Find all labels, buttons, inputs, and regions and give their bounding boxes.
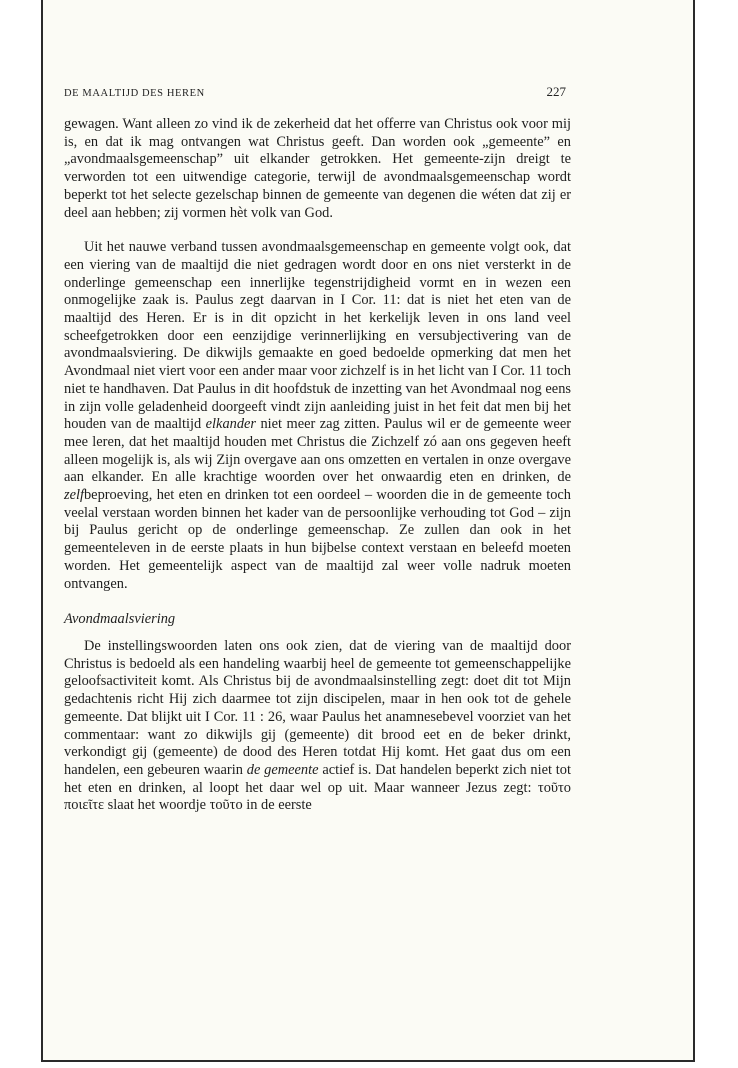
text-run: gewagen. Want alleen zo vind ik de zekerheid dat het offerre van Christus ook voor mij is, en dat ik mag ontvangen wat Christus geeft. Dan worden ook „gemeente” en „avondmaalsgemeenschap” uit elkander getrokken. Het gemeente-zijn dreigt te verworden tot een uitwendige categorie, terwijl de avondmaalsgemeenschap wordt beperkt tot het selecte gezelschap binnen de gemeente van degenen die wéten dat zij er deel aan hebben; zij vormen hèt volk van God. — [64, 116, 571, 221]
text-run: niet meer zag zitten. Paulus wil er de gemeente weer mee leren, dat het maaltijd houden met Christus die Zichzelf zó aan ons gegeven heeft alleen mogelijk is, als wij Zijn overgave aan ons omzetten en vertalen in onze overgave aan elkander. En alle krachtige woorden over het onwaardig eten en drinken, de — [64, 416, 571, 486]
paragraph-2 — [64, 239, 571, 593]
text-run: Uit het nauwe verband tussen avondmaalsgemeenschap en gemeente volgt ook, dat een viering van de maaltijd die niet gedragen wordt door en ons niet versterkt in de onderlinge gemeenschap een innerlijke tegenstrijdigheid vormt en in wezen een onmogelijke zaak is. Paulus zegt daarvan in I Cor. 11: dat is niet het eten van de maaltijd des Heren. Er is in dit opzicht in het kerkelijk leven in ons land veel scheefgetrokken door een eenzijdige verinnerlijking en versubjectivering van de avondmaalsviering. De dikwijls gemaakte en goed bedoelde opmerking dat men het Avondmaal niet viert voor een ander maar voor zichzelf is in het licht van I Cor. 11 toch niet te handhaven. Dat Paulus in dit hoofdstuk de inzetting van het Avondmaal nog eens in zijn volle geladenheid doorgeeft vindt zijn aanleiding juist in het feit dat men bij het houden van de maaltijd — [64, 239, 571, 433]
italic-run: de gemeente — [246, 761, 319, 778]
section-heading: Avondmaalsviering — [64, 611, 176, 628]
paragraph-3 — [64, 638, 571, 815]
text-run: De instellingswoorden laten ons ook zien, dat de viering van de maaltijd door Christus is bedoeld als een handeling waarbij heel de gemeente tot gemeenschappelijke geloofsactiviteit komt. Als Christus bij de avondmaalsinstelling zegt: doet dit tot Mijn gedachtenis richt Hij zich daarmee tot zijn discipelen, maar in hen ook tot de gehele gemeente. Dat blijkt uit I Cor. 11 : 26, waar Paulus het anamnesebevel voorziet van het commentaar: want zo dikwijls gij (gemeente) dit brood eet en de beker drinkt, verkondigt gij (gemeente) de dood des Heren totdat Hij komt. Het gaat dus om een handelen, een gebeuren waarin — [64, 637, 571, 778]
running-head: DE MAALTIJD DES HEREN — [64, 88, 205, 99]
scanned-page — [41, 0, 695, 1062]
page-header — [64, 84, 566, 100]
text-run: actief is. Dat handelen beperkt zich niet tot het eten en drinken, al loopt het daar wel op uit. Maar wanneer Jezus zegt: τοῦτο ποιεῖτε slaat het woordje τοῦτο in de eerste — [64, 761, 572, 814]
page-number: 227 — [546, 84, 566, 99]
italic-run: elkander — [205, 416, 257, 433]
italic-run: zelf — [64, 487, 84, 504]
text-run: beproeving, het eten en drinken tot een oordeel – woorden die in de gemeente toch veelal verstaan worden binnen het kader van de persoonlijke verhouding tot God – zijn bij Paulus gericht op de onderlinge gemeenschap. Ze zullen dan ook in het gemeenteleven in de eerste plaats in hun bijbelse context verstaan en beleefd moeten worden. Het gemeentelijk aspect van de maaltijd zal weer volle nadruk moeten ontvangen. — [64, 487, 571, 592]
paragraph-1 — [64, 116, 571, 222]
body-text — [64, 116, 571, 815]
